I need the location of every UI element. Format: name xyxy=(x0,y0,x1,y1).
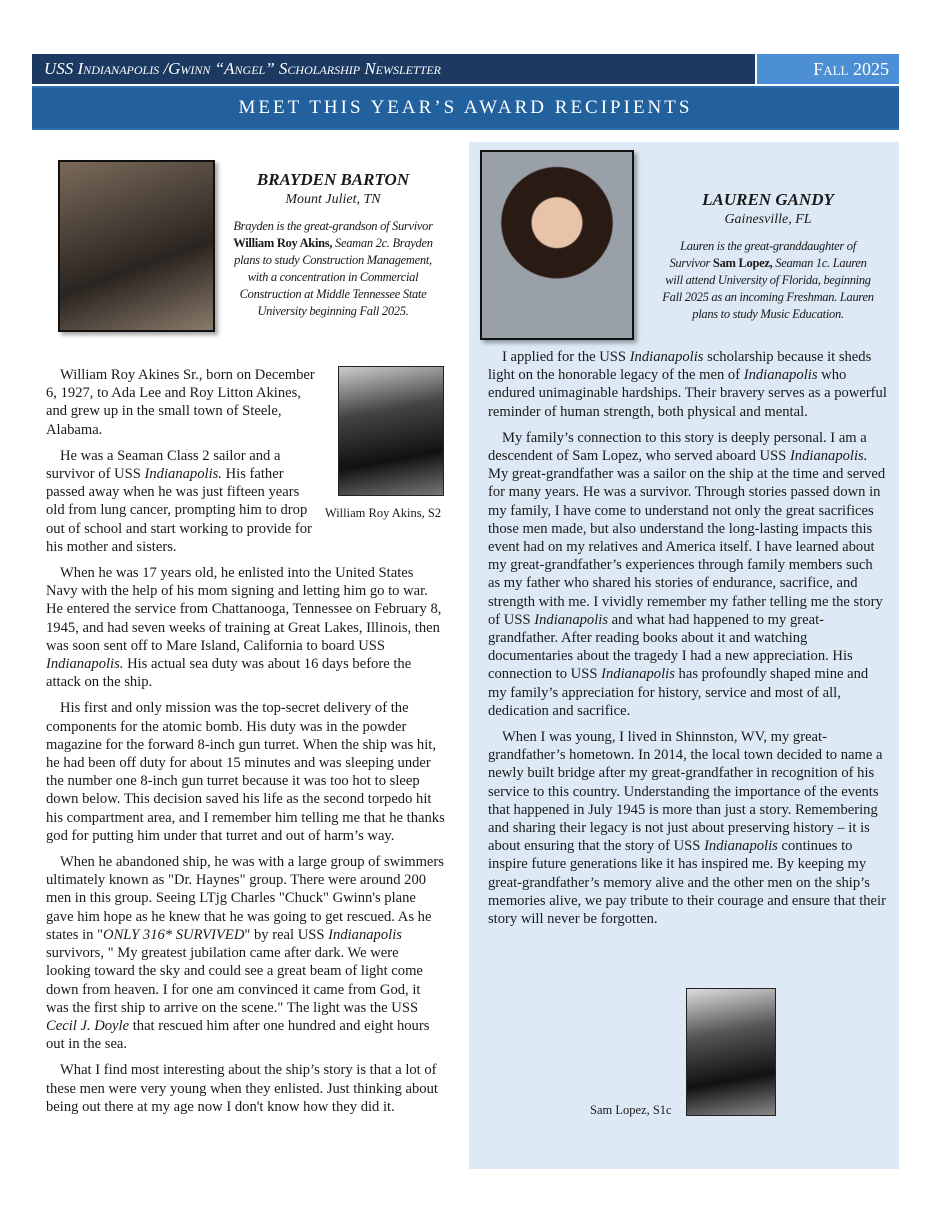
paragraph-text: My family’s connection to this story is deeply personal. I am a descendent of Sam Lopez, who served aboard USS xyxy=(488,429,867,465)
survivor-name: William Roy Akins, xyxy=(233,236,333,250)
recipient-location: Mount Juliet, TN xyxy=(285,192,381,207)
desc-text: Seaman 1c. Lauren will attend University of Florida, beginning Fall 2025 as an incoming Freshman. Lauren plans to study Music Education. xyxy=(662,256,874,321)
paragraph-text: His actual sea duty was about 16 days before the attack on the ship. xyxy=(46,656,412,691)
essay-paragraph xyxy=(488,429,888,720)
italic-text: Indianapolis xyxy=(534,611,609,628)
paragraph-text: who endured unimaginable hardships. Their bravery serves as a powerful reminder of human strength, both physical and mental. xyxy=(488,367,887,420)
essay-paragraph xyxy=(46,853,446,1053)
paragraph-text: What I find most interesting about the ship’s story is that a lot of these men were very young when they enlisted. Just thinking about being out there at my age now I don't know how they did it. xyxy=(46,1062,438,1115)
newsletter-title: USS Indianapolis /Gwinn “Angel” Scholarship Newsletter xyxy=(32,54,755,84)
desc-text: Lauren is the great-granddaughter of Survivor xyxy=(669,239,856,270)
paragraph-text: My great-grandfather was a sailor on the ship at the time and served for many years. He was a survivor. Through stories passed down in my family, I have come to understand not only the great sacrifices those men made, but also understand the long-lasting impacts this event had on my relatives and America itself. I have learned about my great-grandfather’s experiences through family members such as my father who shared his stories of endurance, sacrifice, and strength with me. I vividly remember my father telling me the story of USS xyxy=(488,466,886,628)
italic-text: Indianapolis xyxy=(629,349,704,365)
recipient-name: LAUREN GANDY xyxy=(702,190,834,209)
essay-paragraph xyxy=(46,564,446,691)
recipient-description xyxy=(226,218,440,320)
paragraph-text: His first and only mission was the top-secret delivery of the components for the atomic bomb. His duty was in the powder magazine for the forward 8-inch gun turret. When the ship was hit, he had been off duty for about 15 minutes and was sleeping under the number one 8-inch gun turret because it was too hot to sleep down below. This decision saved his life as the second torpedo hit his compartment area, and I remember him telling me that he thanks god for putting him under that turret and out of harm’s way. xyxy=(46,700,445,844)
lauren-gandy-photo xyxy=(480,150,634,340)
recipient-card-brayden xyxy=(226,170,440,320)
william-roy-akins-photo xyxy=(338,366,444,496)
recipient-card-lauren xyxy=(660,190,876,323)
paragraph-text: When he abandoned ship, he was with a large group of swimmers ultimately known as "Dr. Haynes" group. There were around 200 men in this group. Seeing LTjg Charles "Chuck" Gwinn's plane gave him hope as he knew that he was going to get rescued. As he states in " xyxy=(46,854,444,943)
paragraph-text: " by real USS xyxy=(244,926,329,943)
paragraph-text: has profoundly shaped mine and my family’s appreciation for history, service and most of all, dedication and sacrifice. xyxy=(488,666,869,719)
paragraph-text: His father passed away when he was just fifteen years old from lung cancer, prompting him to drop out of school and start working to provide for his mother and sisters. xyxy=(46,466,312,555)
essay-paragraph xyxy=(46,1061,446,1116)
italic-text: Indianapolis xyxy=(601,666,675,683)
italic-text: Indianapolis xyxy=(704,838,778,855)
paragraph-text: scholarship because it sheds light on the honorable legacy of the men of xyxy=(488,349,872,384)
paragraph-text: When he was 17 years old, he enlisted into the United States Navy with the help of his mom signing and letting him go to war. He entered the service from Chattanooga, Tennessee on February 8, 1945, and had seven weeks of training at Great Lakes, Illinois, then was soon sent off to Mare Island, California to board USS xyxy=(46,565,442,654)
survivor-name: Sam Lopez, xyxy=(712,256,773,270)
issue-label: Fall 2025 xyxy=(757,54,899,84)
italic-text: Indianapolis. xyxy=(144,466,222,483)
photo-caption: Sam Lopez, S1c xyxy=(590,1103,672,1117)
paragraph-text: I applied for the USS xyxy=(502,349,630,365)
paragraph-text: continues to inspire future generations like it has inspired me. By keeping my great-grandfather’s memory alive and the other men on the ship’s memories alive, we pay tribute to their courage and ensure that their story will never be forgotten. xyxy=(488,838,886,928)
survivor-photo-figure xyxy=(324,366,446,522)
essay-paragraph xyxy=(488,348,888,421)
photo-caption: William Roy Akins, S2 xyxy=(324,506,442,520)
lauren-essay xyxy=(488,348,888,936)
recipient-description xyxy=(660,238,876,323)
newsletter-header xyxy=(32,54,899,84)
italic-text: Indianapolis xyxy=(743,367,818,384)
essay-paragraph xyxy=(46,699,446,845)
essay-paragraph xyxy=(488,728,888,928)
italic-text: Indianapolis xyxy=(328,926,402,943)
italic-text: ONLY 316* SURVIVED xyxy=(103,926,245,943)
sam-lopez-photo xyxy=(686,988,776,1116)
brayden-barton-photo xyxy=(58,160,215,332)
brayden-essay xyxy=(46,366,446,1124)
paragraph-text: He was a Seaman Class 2 sailor and a survivor of USS xyxy=(46,447,281,483)
italic-text: Indianapolis. xyxy=(46,656,124,673)
recipient-name: BRAYDEN BARTON xyxy=(256,170,410,189)
section-title: MEET THIS YEAR’S AWARD RECIPIENTS xyxy=(32,86,899,130)
desc-text: Seaman 2c. Brayden plans to study Construction Management, with a concentration in Commercial Construction at Middle Tennessee State University beginning Fall 2025. xyxy=(234,236,433,318)
paragraph-text: When I was young, I lived in Shinnston, WV, my great-grandfather’s hometown. In 2014, the local town decided to name a newly built bridge after my great-grandfather in recognition of his service to this country. Understanding the importance of the events that happened in July 1945 is more than just a story. Remembering and sharing their legacy is not just about preserving history – it is about ensuring that the story of USS xyxy=(488,729,883,855)
recipient-location: Gainesville, FL xyxy=(724,212,812,227)
italic-text: Cecil J. Doyle xyxy=(46,1017,130,1034)
paragraph-text: and what had happened to my great-grandfather. After reading books about it and watching documentaries about the tragedy I had a new appreciation. His connection to USS xyxy=(488,611,853,683)
paragraph-text: survivors, " My greatest jubilation came after dark. We were looking toward the sky and could see a great beam of light come down from heaven. I for one am convinced it came from God, it was the first ship to arrive on the scene." The light was the USS xyxy=(46,945,423,1016)
paragraph-text: that rescued him after one hundred and eight hours out in the sea. xyxy=(46,1017,430,1053)
desc-text: Brayden is the great-grandson of Survivor xyxy=(233,219,433,233)
italic-text: Indianapolis. xyxy=(789,448,868,465)
paragraph-text: William Roy Akines Sr., born on December 6, 1927, to Ada Lee and Roy Litton Akines, and grew up in the small town of Steele, Alabama. xyxy=(46,367,315,438)
